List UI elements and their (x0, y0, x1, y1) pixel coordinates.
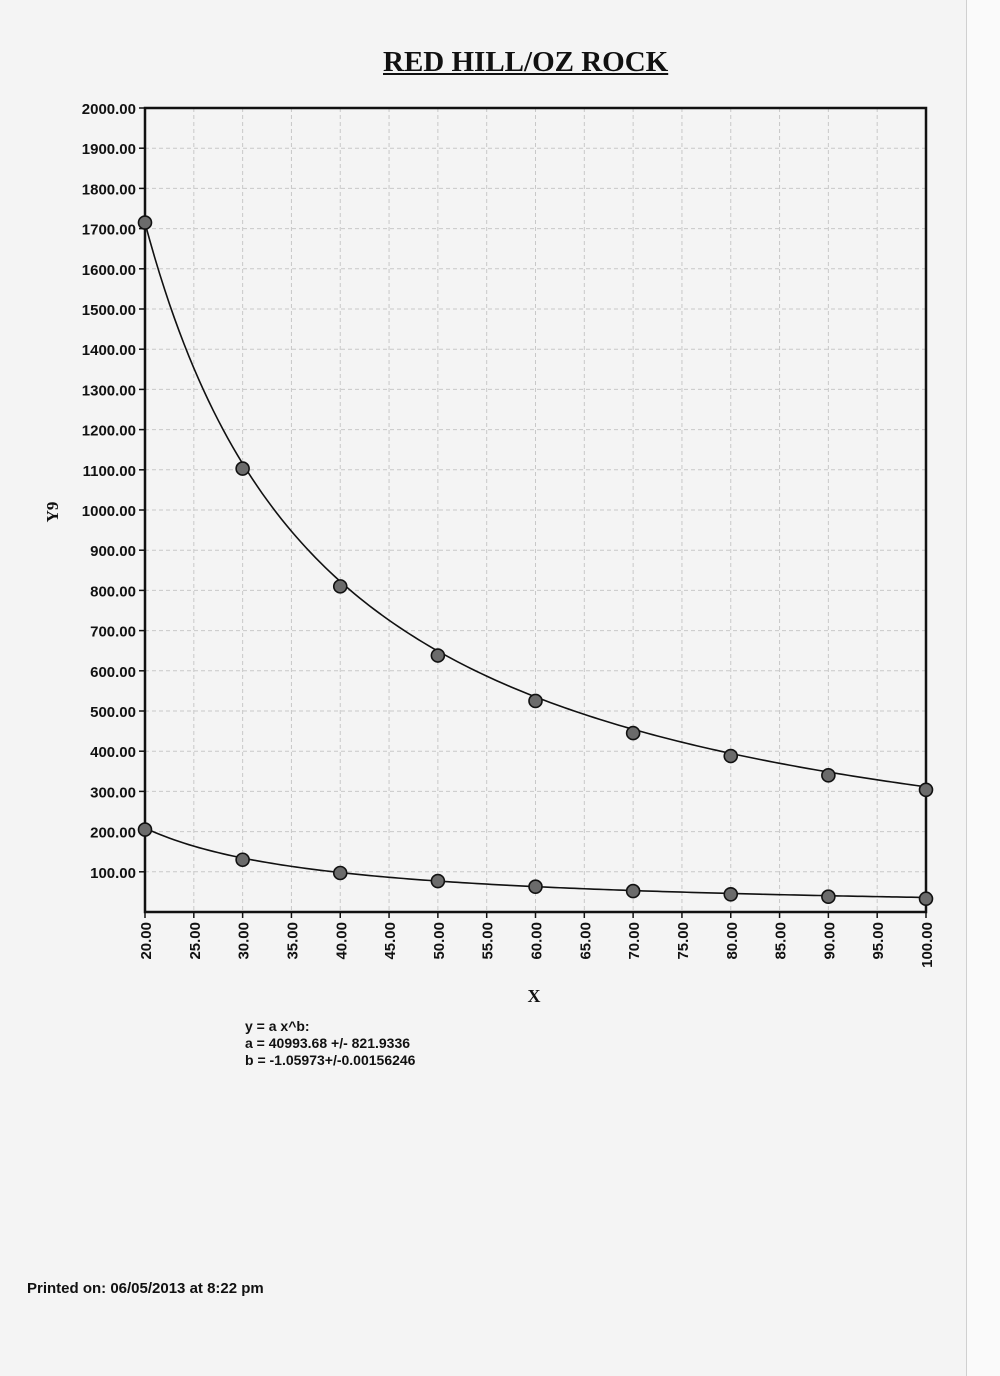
y-axis-label: Y9 (43, 501, 62, 523)
data-point (627, 885, 640, 898)
x-tick-label: 70.00 (626, 922, 644, 960)
y-tick-label: 800.00 (90, 583, 136, 601)
chart-title: RED HILL/OZ ROCK (383, 46, 669, 78)
data-point (139, 823, 152, 836)
y-tick-label: 900.00 (90, 543, 136, 561)
y-tick-label: 1300.00 (81, 382, 136, 400)
y-tick-label: 1100.00 (82, 462, 136, 480)
y-tick-label: 1200.00 (81, 422, 136, 440)
data-point (920, 783, 933, 796)
y-tick-label: 1900.00 (81, 141, 136, 159)
data-point (236, 462, 249, 475)
x-axis-ticks (138, 912, 936, 968)
y-axis-ticks (82, 101, 145, 882)
data-point (334, 867, 347, 880)
data-point (334, 580, 347, 593)
x-tick-label: 50.00 (430, 922, 448, 960)
x-tick-label: 40.00 (333, 922, 351, 960)
data-point (920, 892, 933, 905)
y-tick-label: 2000.00 (81, 101, 136, 118)
data-point (529, 694, 542, 707)
equation-line-1: y = a x^b: (245, 1018, 310, 1034)
data-point (236, 853, 249, 866)
data-point (822, 769, 835, 782)
printed-on-footer: Printed on: 06/05/2013 at 8:22 pm (27, 1280, 264, 1297)
x-tick-label: 55.00 (479, 922, 497, 960)
y-tick-label: 200.00 (90, 824, 136, 842)
grid (145, 108, 926, 912)
y-tick-label: 1600.00 (81, 261, 136, 279)
y-tick-label: 100.00 (90, 864, 136, 882)
data-point (431, 875, 444, 888)
x-tick-label: 35.00 (284, 922, 302, 960)
y-tick-label: 1000.00 (81, 503, 136, 520)
equation-line-3: b = -1.05973+/-0.00156246 (245, 1052, 416, 1068)
y-tick-label: 1500.00 (81, 302, 136, 319)
y-tick-label: 1700.00 (81, 221, 136, 239)
x-tick-label: 95.00 (870, 922, 888, 960)
data-point (724, 888, 737, 901)
y-tick-label: 300.00 (90, 784, 136, 802)
data-point (822, 890, 835, 903)
data-point (627, 727, 640, 740)
x-tick-label: 85.00 (772, 922, 790, 960)
x-tick-label: 20.00 (138, 922, 155, 960)
y-tick-label: 600.00 (90, 663, 136, 681)
y-tick-label: 1400.00 (81, 342, 136, 360)
x-tick-label: 30.00 (235, 922, 253, 960)
equation-line-2: a = 40993.68 +/- 821.9336 (245, 1035, 411, 1051)
x-tick-label: 65.00 (577, 922, 595, 960)
x-axis-label: X (527, 986, 541, 1006)
data-point (139, 216, 152, 229)
y-tick-label: 1800.00 (81, 181, 136, 199)
x-tick-label: 75.00 (674, 922, 692, 960)
y-tick-label: 400.00 (90, 744, 136, 762)
x-tick-label: 60.00 (528, 922, 546, 960)
data-point (724, 750, 737, 763)
x-tick-label: 25.00 (186, 922, 204, 960)
data-point (529, 880, 542, 893)
data-point (431, 649, 444, 662)
x-tick-label: 100.00 (919, 922, 936, 968)
x-tick-label: 90.00 (821, 922, 839, 960)
y-tick-label: 700.00 (90, 623, 136, 641)
y-tick-label: 500.00 (90, 704, 136, 721)
x-tick-label: 80.00 (723, 922, 741, 960)
x-tick-label: 45.00 (382, 922, 400, 960)
fit-equation (245, 1018, 415, 1069)
